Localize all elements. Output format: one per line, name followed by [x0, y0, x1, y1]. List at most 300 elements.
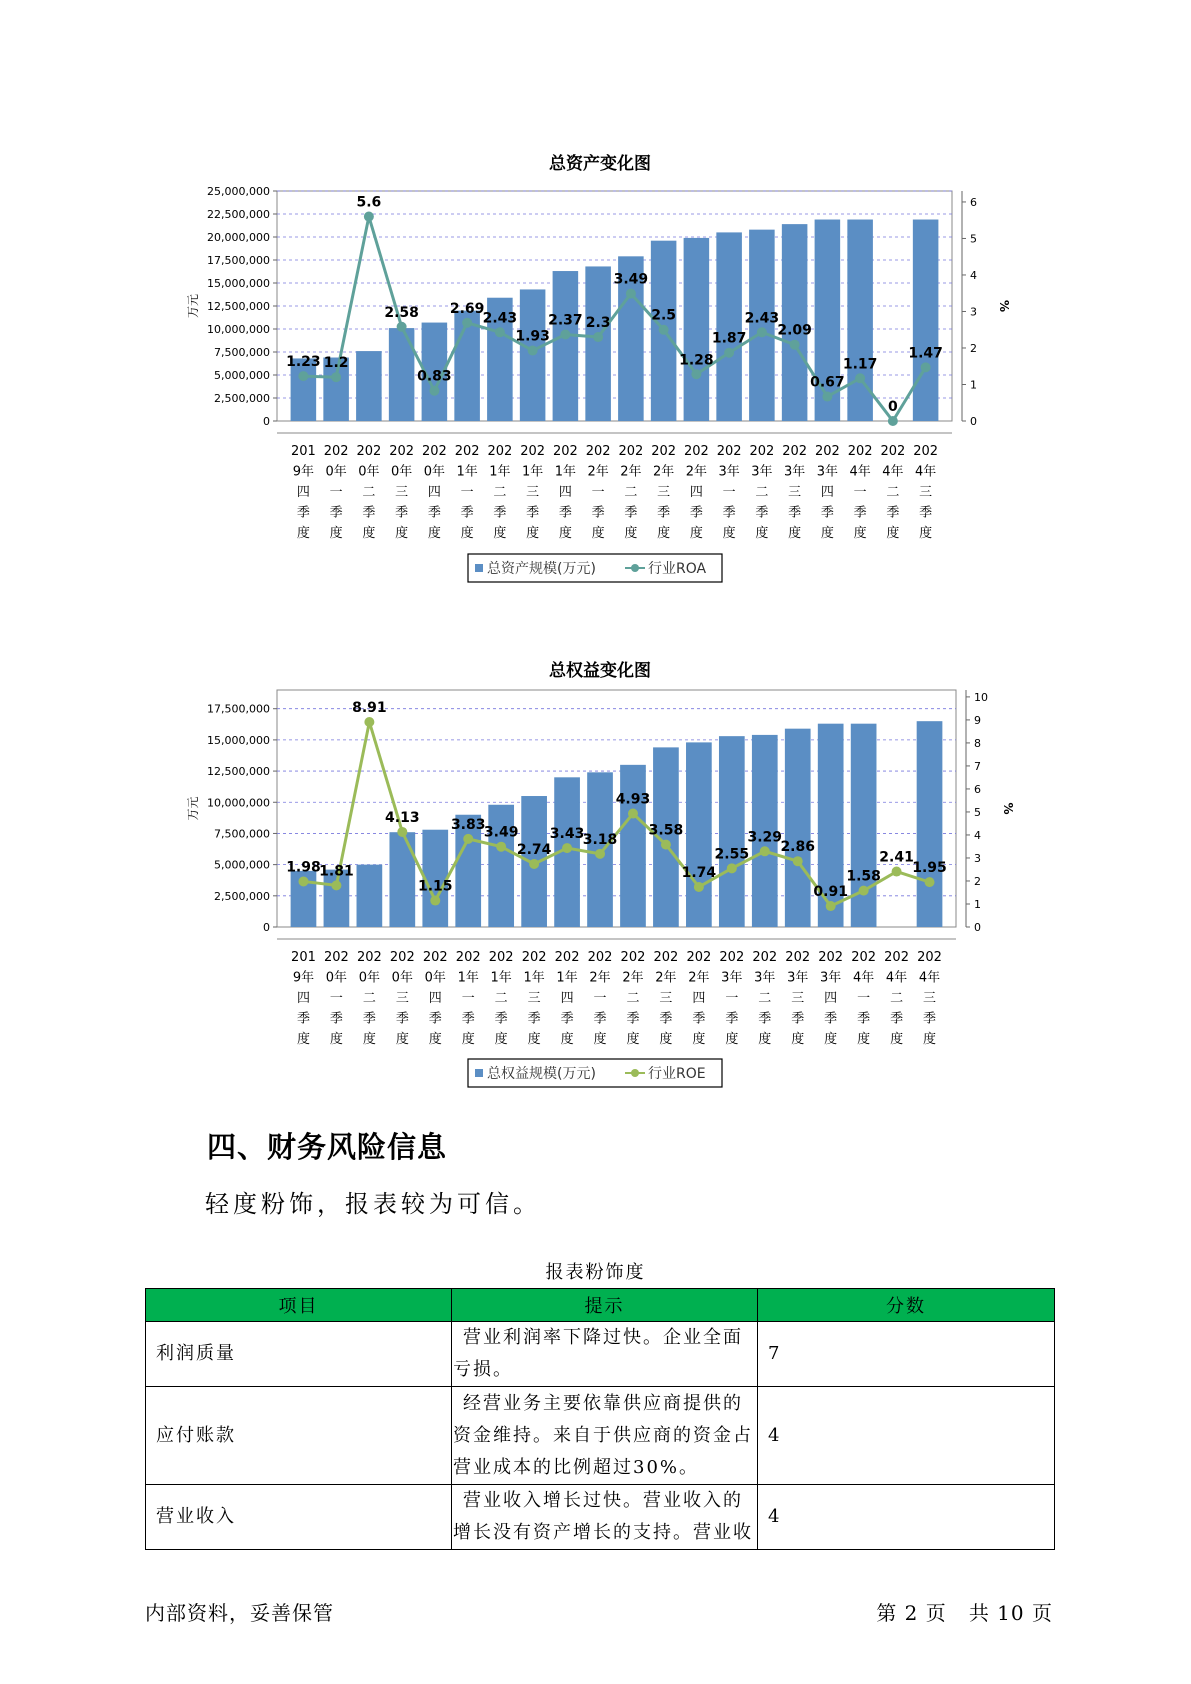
x-tick-label: 三 [657, 485, 671, 500]
x-tick-label: 2年 [622, 970, 644, 986]
x-tick-label: 度 [591, 526, 605, 541]
y2-tick-label: 8 [974, 736, 981, 750]
data-label: 3.18 [582, 831, 618, 848]
x-tick-label: 度 [923, 1032, 937, 1047]
data-point [496, 842, 506, 852]
data-point [331, 880, 341, 890]
x-tick-label: 季 [624, 505, 638, 521]
data-label: 4.13 [385, 809, 420, 826]
x-tick-label: 202 [620, 950, 646, 965]
bar [357, 865, 383, 927]
x-tick-label: 季 [626, 1011, 640, 1027]
x-tick-label: 202 [651, 444, 677, 459]
x-tick-label: 1年 [457, 970, 479, 986]
x-tick-label: 三 [788, 485, 802, 500]
data-label: 2.58 [384, 304, 419, 321]
y-tick-label: 17,500,000 [207, 702, 270, 716]
y2-tick-label: 0 [974, 921, 981, 934]
data-label: 1.47 [908, 345, 943, 362]
x-tick-label: 202 [421, 444, 447, 459]
x-tick-label: 季 [725, 1011, 739, 1027]
x-tick-label: 4年 [885, 970, 908, 986]
data-label: 0.91 [813, 884, 848, 901]
x-tick-label: 四 [560, 991, 574, 1006]
data-point [628, 809, 638, 819]
x-tick-label: 四 [692, 991, 706, 1006]
data-point [331, 372, 341, 382]
x-tick-label: 1年 [490, 970, 512, 986]
data-label: 2.37 [548, 312, 583, 329]
x-tick-label: 202 [487, 444, 513, 459]
x-tick-label: 三 [395, 485, 409, 500]
table-row [146, 1387, 1055, 1485]
data-label: 2.69 [449, 300, 485, 317]
x-tick-label: 0年 [391, 970, 413, 986]
y-tick-label: 5,000,000 [214, 369, 270, 382]
x-tick-label: 202 [851, 950, 877, 965]
x-tick-label: 度 [689, 526, 703, 541]
x-tick-label: 202 [521, 950, 547, 965]
data-label: 2.74 [516, 841, 552, 858]
data-point [529, 859, 539, 869]
x-tick-label: 四 [558, 485, 572, 500]
x-tick-label: 二 [624, 485, 638, 500]
x-tick-label: 202 [818, 950, 844, 965]
x-tick-label: 季 [853, 505, 867, 521]
x-tick-label: 3年 [820, 970, 842, 986]
x-tick-label: 202 [917, 950, 942, 965]
data-point [659, 325, 669, 335]
data-point [430, 896, 440, 906]
data-point [298, 876, 308, 886]
data-point [562, 843, 572, 853]
x-tick-label: 2年 [652, 464, 675, 480]
x-tick-label: 202 [719, 950, 745, 965]
hint-line: 经营业务主要依靠供应商提供的 [463, 1392, 743, 1414]
row-hint [452, 1485, 758, 1550]
x-tick-label: 度 [857, 1032, 871, 1047]
x-tick-label: 四 [689, 485, 703, 500]
x-tick-label: 度 [820, 526, 834, 541]
y-tick-label: 7,500,000 [214, 827, 270, 841]
x-tick-label: 一 [460, 485, 474, 500]
x-tick-label: 二 [362, 485, 376, 500]
data-point [560, 329, 570, 339]
x-tick-label: 3年 [783, 464, 806, 480]
x-tick-label: 度 [824, 1032, 838, 1047]
x-tick-label: 度 [758, 1032, 772, 1047]
data-label: 1.28 [679, 352, 714, 369]
data-point [397, 827, 407, 837]
y2-tick-label: 2 [974, 874, 981, 888]
data-label: 1.74 [681, 864, 717, 881]
x-tick-label: 一 [593, 991, 607, 1006]
hint-line: 亏损。 [453, 1359, 513, 1380]
y-tick-label: 10,000,000 [207, 323, 270, 336]
x-tick-label: 季 [890, 1011, 904, 1027]
y2-tick-label: 10 [974, 690, 988, 704]
x-tick-label: 3年 [721, 970, 743, 986]
data-label: 1.58 [846, 868, 881, 885]
data-label: 3.43 [549, 826, 585, 843]
x-tick-label: 度 [593, 1032, 607, 1047]
x-tick-label: 季 [329, 505, 343, 521]
y2-tick-label: 5 [974, 805, 981, 819]
data-label: 5.6 [356, 194, 382, 211]
data-label: 1.98 [286, 859, 321, 876]
y-tick-label: 17,500,000 [207, 254, 270, 267]
y2-tick-label: 6 [970, 195, 977, 209]
bar [686, 742, 712, 927]
x-tick-label: 季 [526, 505, 540, 521]
legend-label: 总资产规模(万元) [487, 561, 596, 577]
x-tick-label: 202 [356, 444, 382, 459]
y2-tick-label: 1 [970, 378, 977, 392]
x-tick-label: 三 [526, 485, 540, 500]
x-tick-label: 三 [919, 485, 933, 500]
data-label: 1.2 [323, 355, 349, 372]
x-tick-label: 3年 [718, 464, 740, 480]
y-tick-label: 15,000,000 [207, 733, 270, 747]
y2-axis-title: % [1001, 802, 1015, 815]
data-label: 0.67 [810, 374, 845, 391]
x-tick-label: 202 [686, 950, 712, 965]
x-tick-label: 度 [626, 1032, 640, 1047]
x-tick-label: 季 [919, 505, 933, 521]
x-tick-label: 202 [587, 950, 613, 965]
x-tick-label: 度 [494, 1032, 508, 1047]
data-point [757, 327, 767, 337]
x-tick-label: 一 [461, 991, 475, 1006]
x-tick-label: 度 [919, 526, 933, 541]
y-axis-title: 万元 [186, 293, 200, 319]
x-tick-label: 四 [296, 991, 310, 1006]
x-tick-label: 季 [857, 1011, 871, 1027]
data-point [364, 717, 374, 727]
data-label: 1.23 [286, 354, 321, 371]
x-tick-label: 202 [749, 444, 775, 459]
x-tick-label: 度 [493, 526, 507, 541]
x-tick-label: 度 [362, 526, 376, 541]
x-tick-label: 202 [552, 444, 578, 459]
x-tick-label: 二 [493, 485, 507, 500]
x-tick-label: 度 [461, 1032, 475, 1047]
bar [913, 220, 939, 421]
x-tick-label: 季 [755, 505, 769, 521]
x-tick-label: 度 [527, 1032, 541, 1047]
x-tick-label: 季 [296, 505, 310, 521]
total-assets-svg [150, 145, 1050, 585]
x-tick-label: 0年 [424, 970, 446, 986]
x-tick-label: 1年 [456, 464, 478, 480]
row-item: 应付账款 [146, 1387, 452, 1485]
x-tick-label: 四 [824, 991, 838, 1006]
legend-swatch-bar [475, 564, 483, 572]
row-score: 4 [758, 1387, 1055, 1485]
x-tick-label: 0年 [325, 970, 348, 986]
data-point [855, 373, 865, 383]
x-tick-label: 4年 [918, 970, 941, 986]
data-point [921, 362, 931, 372]
bar [719, 736, 745, 927]
x-tick-label: 202 [356, 950, 382, 965]
y2-tick-label: 1 [974, 897, 981, 911]
header-score: 分数 [758, 1289, 1055, 1322]
bar [356, 351, 382, 421]
row-score: 7 [758, 1322, 1055, 1387]
x-tick-label: 二 [362, 991, 376, 1006]
data-point [593, 332, 603, 342]
x-tick-label: 度 [395, 526, 409, 541]
bar [785, 729, 811, 927]
y-tick-label: 20,000,000 [207, 231, 270, 244]
x-tick-label: 季 [692, 1011, 706, 1027]
row-item: 利润质量 [146, 1322, 452, 1387]
x-tick-label: 季 [560, 1011, 574, 1027]
table-caption: 报表粉饰度 [545, 1262, 646, 1283]
x-tick-label: 度 [329, 526, 343, 541]
x-tick-label: 3年 [816, 464, 839, 480]
x-tick-label: 季 [791, 1011, 805, 1027]
x-tick-label: 2年 [688, 970, 710, 986]
x-tick-label: 1年 [521, 464, 544, 480]
x-tick-label: 季 [362, 1011, 376, 1027]
data-point [892, 867, 902, 877]
x-tick-label: 度 [395, 1032, 409, 1047]
hint-line: 营业利润率下降过快。企业全面 [463, 1327, 743, 1348]
x-tick-label: 季 [657, 505, 671, 521]
x-tick-label: 2年 [655, 970, 677, 986]
x-tick-label: 度 [886, 526, 900, 541]
x-tick-label: 202 [683, 444, 709, 459]
data-label: 3.29 [747, 829, 783, 846]
legend-label: 行业ROA [648, 561, 707, 577]
x-tick-label: 季 [593, 1011, 607, 1027]
total-equity-chart [150, 652, 1050, 1112]
x-tick-label: 四 [428, 991, 442, 1006]
y-tick-label: 5,000,000 [214, 858, 270, 872]
x-tick-label: 度 [427, 526, 441, 541]
data-point [793, 856, 803, 866]
data-label: 1.81 [319, 863, 354, 880]
x-tick-label: 0年 [358, 970, 381, 986]
x-tick-label: 度 [853, 526, 867, 541]
data-point [727, 863, 737, 873]
x-tick-label: 202 [880, 444, 906, 459]
x-tick-label: 季 [788, 505, 802, 521]
y2-tick-label: 6 [974, 782, 981, 796]
x-tick-label: 季 [824, 1011, 838, 1027]
x-tick-label: 季 [820, 505, 834, 521]
x-tick-label: 202 [847, 444, 873, 459]
data-point [724, 348, 734, 358]
total-assets-chart [150, 145, 1050, 605]
data-point [462, 318, 472, 328]
x-tick-label: 度 [296, 1032, 310, 1047]
x-tick-label: 1年 [489, 464, 511, 480]
x-tick-label: 202 [752, 950, 778, 965]
y-tick-label: 0 [263, 921, 270, 934]
x-tick-label: 季 [493, 505, 507, 521]
y-tick-label: 10,000,000 [207, 796, 270, 810]
x-tick-label: 季 [527, 1011, 541, 1027]
x-tick-label: 9年 [292, 970, 315, 986]
x-tick-label: 季 [722, 505, 736, 521]
x-tick-label: 度 [624, 526, 638, 541]
data-point [397, 322, 407, 332]
footer-confidential: 内部资料，妥善保管 [145, 1601, 334, 1625]
data-label: 2.3 [585, 315, 611, 332]
x-tick-label: 1年 [556, 970, 578, 986]
y2-tick-label: 0 [970, 415, 977, 428]
table-header-row [146, 1289, 1055, 1322]
x-tick-label: 度 [755, 526, 769, 541]
data-point [463, 834, 473, 844]
x-tick-label: 一 [853, 485, 867, 500]
data-point [495, 327, 505, 337]
x-tick-label: 202 [884, 950, 909, 965]
x-tick-label: 4年 [849, 464, 871, 480]
data-label: 2.41 [879, 849, 914, 866]
x-tick-label: 四 [296, 485, 310, 500]
data-label: 2.09 [777, 322, 812, 339]
y-tick-label: 25,000,000 [207, 185, 270, 198]
x-tick-label: 二 [758, 991, 772, 1006]
x-tick-label: 季 [395, 505, 409, 521]
hint-line: 增长没有资产增长的支持。营业收 [453, 1522, 753, 1543]
bar [553, 271, 579, 421]
y-tick-label: 2,500,000 [214, 392, 270, 405]
x-tick-label: 202 [716, 444, 742, 459]
x-tick-label: 度 [788, 526, 802, 541]
data-label: 1.93 [515, 328, 550, 345]
x-tick-label: 3年 [754, 970, 776, 986]
x-tick-label: 201 [291, 950, 316, 965]
y2-tick-label: 5 [970, 232, 977, 246]
x-tick-label: 一 [329, 991, 343, 1006]
data-label: 2.43 [482, 310, 518, 327]
x-tick-label: 202 [455, 950, 481, 965]
section-summary: 轻度粉饰，报表较为可信。 [205, 1190, 541, 1218]
table-row [146, 1485, 1055, 1550]
row-item: 营业收入 [146, 1485, 452, 1550]
x-tick-label: 三 [659, 991, 673, 1006]
x-tick-label: 2年 [620, 464, 642, 480]
x-tick-label: 度 [560, 1032, 574, 1047]
header-hint: 提示 [452, 1289, 758, 1322]
bar [389, 832, 415, 927]
hint-line: 营业收入增长过快。营业收入的 [463, 1490, 743, 1511]
x-tick-label: 201 [290, 444, 316, 459]
x-tick-label: 度 [657, 526, 671, 541]
x-tick-label: 一 [591, 485, 605, 500]
data-label: 3.49 [613, 271, 649, 288]
x-tick-label: 202 [585, 444, 611, 459]
x-tick-label: 三 [395, 991, 409, 1006]
x-tick-label: 季 [494, 1011, 508, 1027]
bar [488, 805, 514, 927]
data-point [661, 840, 671, 850]
x-tick-label: 四 [820, 485, 834, 500]
data-point [626, 289, 636, 299]
x-tick-label: 一 [725, 991, 739, 1006]
legend-swatch-marker [631, 564, 639, 572]
x-tick-label: 度 [460, 526, 474, 541]
x-tick-label: 季 [427, 505, 441, 521]
data-label: 2.5 [651, 307, 677, 324]
x-tick-label: 季 [558, 505, 572, 521]
x-tick-label: 度 [362, 1032, 376, 1047]
y-tick-label: 12,500,000 [207, 300, 270, 313]
bar [585, 266, 611, 421]
y2-tick-label: 4 [974, 828, 981, 842]
table-row [146, 1322, 1055, 1387]
hint-line: 资金维持。来自于供应商的资金占 [453, 1424, 753, 1446]
data-label: 2.55 [714, 846, 750, 863]
x-tick-label: 季 [461, 1011, 475, 1027]
x-tick-label: 度 [558, 526, 572, 541]
data-label: 2.43 [744, 310, 780, 327]
x-tick-label: 度 [722, 526, 736, 541]
row-hint [452, 1322, 758, 1387]
x-tick-label: 2年 [589, 970, 611, 986]
x-tick-label: 202 [389, 950, 415, 965]
x-tick-label: 202 [422, 950, 448, 965]
data-point [888, 416, 898, 426]
y-tick-label: 0 [263, 415, 270, 428]
legend-swatch-bar [475, 1069, 483, 1077]
header-item: 项目 [146, 1289, 452, 1322]
risk-table [145, 1288, 1055, 1550]
data-point [298, 371, 308, 381]
x-tick-label: 202 [520, 444, 546, 459]
chart-title: 总权益变化图 [549, 661, 651, 681]
x-tick-label: 202 [454, 444, 480, 459]
x-tick-label: 季 [923, 1011, 937, 1027]
y-axis-title: 万元 [186, 796, 200, 821]
x-tick-label: 202 [618, 444, 644, 459]
data-label: 0 [888, 399, 898, 415]
x-tick-label: 季 [591, 505, 605, 521]
x-tick-label: 季 [758, 1011, 772, 1027]
bar [620, 765, 646, 927]
x-tick-label: 一 [329, 485, 343, 500]
data-point [595, 849, 605, 859]
x-tick-label: 度 [725, 1032, 739, 1047]
x-tick-label: 二 [494, 991, 508, 1006]
hint-line: 营业成本的比例超过30%。 [453, 1456, 700, 1478]
x-tick-label: 0年 [358, 464, 380, 480]
data-label: 4.93 [615, 791, 651, 808]
x-tick-label: 三 [923, 991, 937, 1006]
x-tick-label: 度 [659, 1032, 673, 1047]
x-tick-label: 四 [427, 485, 441, 500]
x-tick-label: 季 [460, 505, 474, 521]
x-tick-label: 4年 [882, 464, 904, 480]
data-label: 1.95 [912, 860, 947, 877]
legend-label: 行业ROE [648, 1066, 706, 1082]
x-tick-label: 季 [689, 505, 703, 521]
data-label: 2.86 [780, 839, 815, 856]
x-tick-label: 一 [857, 991, 871, 1006]
x-tick-label: 202 [488, 950, 514, 965]
data-label: 1.17 [842, 356, 878, 373]
x-tick-label: 4年 [914, 464, 937, 480]
y2-axis-title: % [997, 299, 1011, 313]
x-tick-label: 二 [886, 485, 900, 500]
data-point [694, 882, 704, 892]
legend-swatch-marker [631, 1069, 639, 1077]
